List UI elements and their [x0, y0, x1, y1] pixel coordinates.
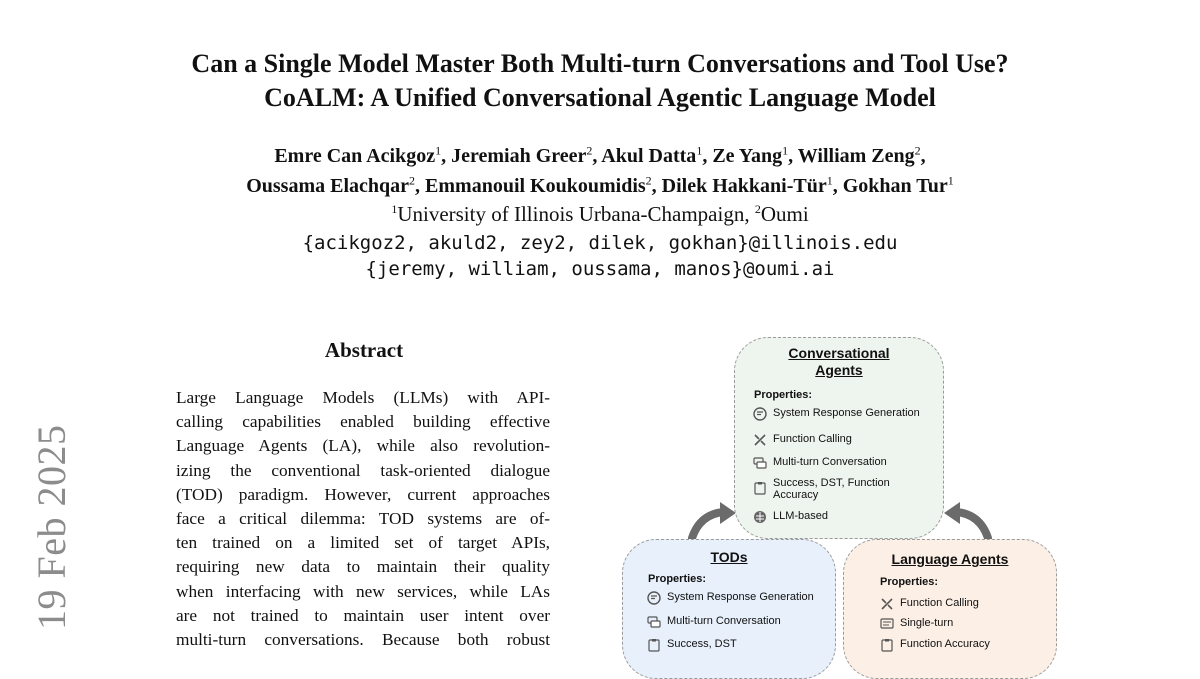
- response-icon: [647, 591, 661, 605]
- affiliation-marker: 2: [645, 173, 652, 188]
- arrow-right-shaft: [956, 512, 988, 538]
- language-agents-item: [880, 638, 990, 652]
- language-agents-item-text: Function Calling: [900, 597, 979, 609]
- affiliation-marker: 1: [826, 173, 833, 188]
- abstract-line: calling capabilities enabled building effective: [176, 412, 550, 432]
- tods-properties-label: Properties:: [648, 573, 707, 585]
- tools-icon: [880, 597, 894, 611]
- author-separator: ,: [441, 145, 452, 167]
- conversational-item: [753, 510, 828, 524]
- conversational-properties-label: Properties:: [754, 389, 813, 401]
- conversational-item: [753, 477, 890, 501]
- arrow-left-shaft: [692, 512, 724, 538]
- conversational-item-text: System Response Generation: [773, 407, 920, 419]
- tods-item: [647, 591, 814, 605]
- author-name: Ze Yang: [712, 145, 783, 167]
- abstract-line: multi-turn conversations. Because both robust: [176, 629, 550, 649]
- abstract-line: requiring new data to maintain their quality: [176, 557, 550, 577]
- author-line-1: [0, 145, 1200, 168]
- author-separator: ,: [592, 145, 602, 167]
- clipboard-icon: [647, 638, 661, 652]
- author-name: Gokhan Tur: [842, 175, 948, 197]
- abstract-line: ten trained on a limited set of target APIs,: [176, 533, 550, 553]
- conversational-item-text: LLM-based: [773, 510, 829, 522]
- author-separator: ,: [702, 145, 713, 167]
- curved-arrow-right: [940, 500, 1000, 542]
- paper-title-line-1: Can a Single Model Master Both Multi-turn Conversations and Tool Use?: [191, 49, 1009, 78]
- abstract-line: face a critical dilemma: TOD systems are of-: [176, 508, 550, 528]
- response-icon: [753, 407, 767, 421]
- language-agents-box: [843, 539, 1057, 679]
- affiliation-marker: 1: [696, 143, 703, 158]
- abstract-line: Language Agents (LA), while also revolution-: [176, 436, 550, 456]
- abstract-body: [176, 386, 550, 652]
- affiliation-1: University of Illinois Urbana-Champaign,: [397, 202, 755, 226]
- abstract-line: are not trained to maintain user intent over: [176, 605, 550, 625]
- conversational-title-line-2: Agents: [815, 362, 863, 378]
- conversational-agents-box: [734, 337, 944, 539]
- language-agents-properties-label: Properties:: [880, 576, 939, 588]
- arxiv-date-stamp: 19 Feb 2025: [29, 424, 74, 630]
- author-name: Dilek Hakkani-Tür: [661, 175, 827, 197]
- affiliation-marker: 1: [947, 173, 954, 188]
- author-line-2: [0, 175, 1200, 198]
- affiliation-marker: 2: [914, 143, 921, 158]
- author-separator: ,: [415, 175, 426, 197]
- abstract-line: izing the conventional task-oriented dialogue: [176, 460, 550, 480]
- chat-icon: [753, 456, 767, 470]
- conversational-item-text: Function Calling: [773, 433, 852, 445]
- arrow-right-head: [944, 502, 960, 524]
- language-agents-item-text: Single-turn: [900, 617, 954, 629]
- conversational-item-text: [773, 477, 890, 501]
- affiliation-marker: 1: [782, 143, 789, 158]
- affiliations: [0, 202, 1200, 227]
- abstract-line: Large Language Models (LLMs) with API-: [176, 388, 550, 407]
- email-line-2: {jeremy, william, oussama, manos}@oumi.ai: [365, 258, 835, 280]
- affiliation-marker: 2: [586, 143, 593, 158]
- abstract-line: when interfacing with new services, while LAs: [176, 581, 550, 601]
- author-name: Oussama Elachqar: [246, 175, 410, 197]
- author-name: Emmanouil Koukoumidis: [425, 175, 646, 197]
- author-name: Akul Datta: [601, 145, 697, 167]
- author-separator: ,: [832, 175, 843, 197]
- tods-item-text: Success, DST: [667, 638, 737, 650]
- brain-icon: [753, 510, 767, 524]
- language-agents-item: [880, 617, 953, 631]
- affiliation-marker: 1: [391, 202, 398, 216]
- conversational-item-text-line-1: Success, DST, Function: [773, 477, 890, 489]
- language-agents-item-text: Function Accuracy: [900, 638, 990, 650]
- conversational-item: [753, 433, 852, 447]
- conversational-item-text: Multi-turn Conversation: [773, 456, 887, 468]
- paper-title-line-2: CoALM: A Unified Conversational Agentic Language Model: [264, 83, 936, 112]
- clipboard-icon: [880, 638, 894, 652]
- author-separator: ,: [788, 145, 798, 167]
- author-separator: ,: [651, 175, 662, 197]
- chat-icon: [647, 615, 661, 629]
- affiliation-marker: 2: [754, 202, 761, 216]
- conversational-item: [753, 456, 887, 470]
- tods-box: [622, 539, 836, 679]
- conversational-agents-title: [735, 345, 943, 379]
- author-name: Emre Can Acikgoz: [274, 145, 436, 167]
- tods-item-text: System Response Generation: [667, 591, 814, 603]
- conversational-item-text-line-2: Accuracy: [773, 489, 819, 501]
- affiliation-2: Oumi: [760, 202, 809, 226]
- clipboard-icon: [753, 481, 767, 495]
- curved-arrow-left: [680, 500, 740, 542]
- tods-item: [647, 615, 781, 629]
- single-turn-icon: [880, 617, 894, 631]
- tods-item: [647, 638, 737, 652]
- abstract-heading: Abstract: [324, 338, 404, 362]
- conversational-title-line-1: Conversational: [788, 345, 890, 361]
- language-agents-title: Language Agents: [891, 551, 1009, 567]
- author-name: Jeremiah Greer: [451, 145, 587, 167]
- affiliation-marker: 2: [409, 173, 416, 188]
- conversational-item: [753, 407, 920, 421]
- abstract-line: (TOD) paradigm. However, current approaches: [176, 484, 550, 504]
- author-name: William Zeng: [797, 145, 915, 167]
- tools-icon: [753, 433, 767, 447]
- tods-title: TODs: [710, 549, 748, 565]
- author-separator: ,: [920, 145, 926, 167]
- affiliation-marker: 1: [435, 143, 442, 158]
- language-agents-item: [880, 597, 979, 611]
- tods-item-text: Multi-turn Conversation: [667, 615, 781, 627]
- email-line-1: {acikgoz2, akuld2, zey2, dilek, gokhan}@illinois.edu: [302, 232, 898, 254]
